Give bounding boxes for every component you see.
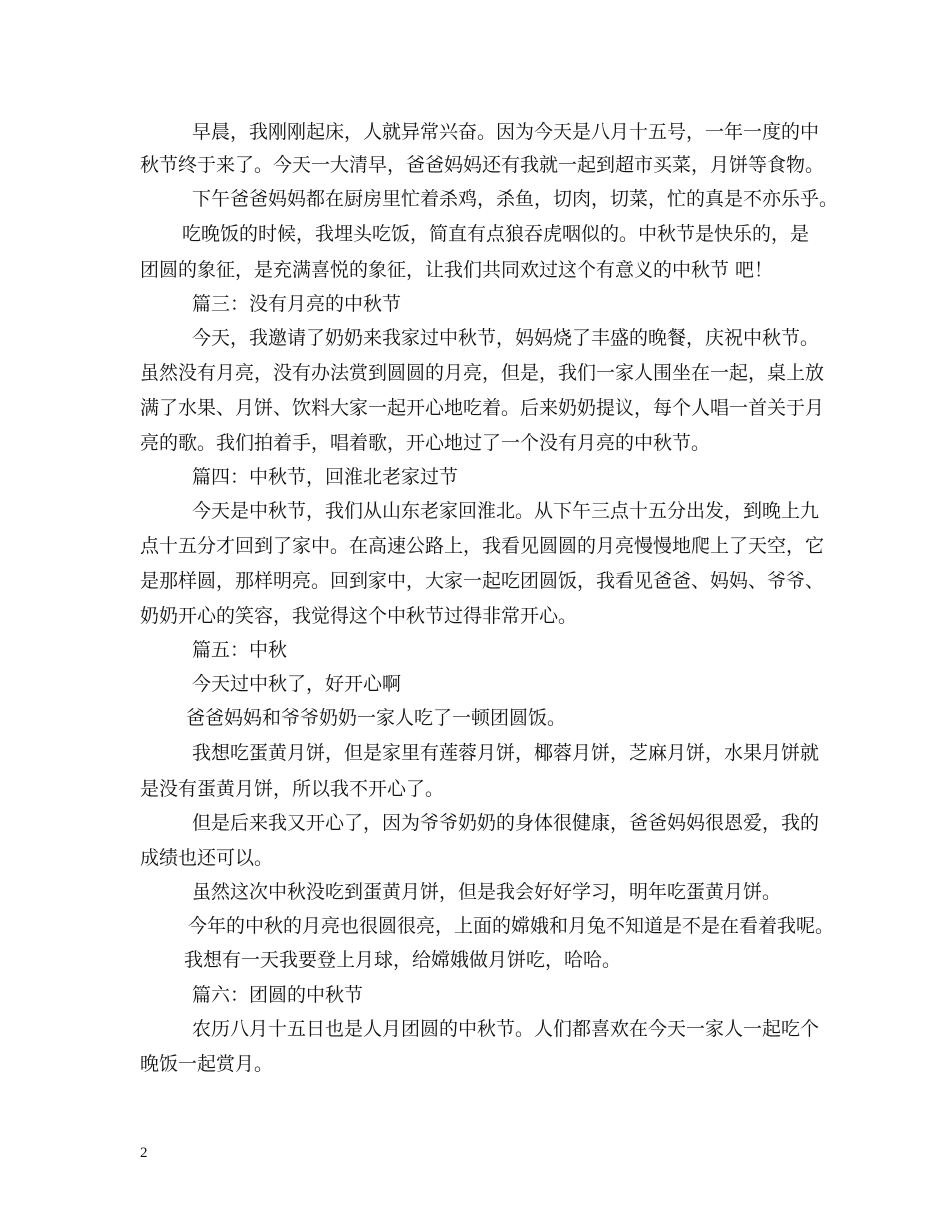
text-line: 早晨，我刚刚起床，人就异常兴奋。因为今天是八月十五号，一年一度的中 xyxy=(192,121,820,143)
text-line: 吃晚饭的时候，我埋头吃饭，简直有点狼吞虎咽似的。中秋节是快乐的，是 xyxy=(182,223,810,245)
text-line: 满了水果、月饼、饮料大家一起开心地吃着。后来奶奶提议，每个人唱一首关于月 xyxy=(140,397,825,419)
text-line: 我想有一天我要登上月球，给嫦娥做月饼吃，哈哈。 xyxy=(184,949,622,971)
section-heading: 篇三：没有月亮的中秋节 xyxy=(192,293,402,315)
text-line: 今天过中秋了，好开心啊 xyxy=(192,673,402,695)
text-line: 虽然没有月亮，没有办法赏到圆圆的月亮，但是，我们一家人围坐在一起，桌上放 xyxy=(140,362,825,384)
text-line: 团圆的象征，是充满喜悦的象征，让我们共同欢过这个有意义的中秋节 吧！ xyxy=(140,259,774,281)
text-line: 下午爸爸妈妈都在厨房里忙着杀鸡，杀鱼，切肉，切菜，忙的真是不亦乐乎。 xyxy=(192,188,839,210)
section-heading: 篇五：中秋 xyxy=(192,639,288,661)
section-heading: 篇四：中秋节，回淮北老家过节 xyxy=(192,466,459,488)
text-line: 是那样圆，那样明亮。回到家中，大家一起吃团圆饭，我看见爸爸、妈妈、爷爷、 xyxy=(140,570,825,592)
text-line: 点十五分才回到了家中。在高速公路上，我看见圆圆的月亮慢慢地爬上了天空，它 xyxy=(140,535,825,557)
text-line: 晚饭一起赏月。 xyxy=(140,1053,274,1075)
text-line: 但是后来我又开心了，因为爷爷奶奶的身体很健康，爸爸妈妈很恩爱，我的 xyxy=(192,812,820,834)
text-line: 虽然这次中秋没吃到蛋黄月饼，但是我会好好学习，明年吃蛋黄月饼。 xyxy=(192,881,782,903)
section-heading: 篇六：团圆的中秋节 xyxy=(192,984,364,1006)
text-line: 今天是中秋节，我们从山东老家回淮北。从下午三点十五分出发，到晚上九 xyxy=(192,500,820,522)
text-line: 今天，我邀请了奶奶来我家过中秋节，妈妈烧了丰盛的晚餐，庆祝中秋节。 xyxy=(192,327,820,349)
text-line: 农历八月十五日也是人月团圆的中秋节。人们都喜欢在今天一家人一起吃个 xyxy=(192,1018,820,1040)
text-line: 亮的歌。我们拍着手，唱着歌，开心地过了一个没有月亮的中秋节。 xyxy=(140,432,711,454)
text-line: 奶奶开心的笑容，我觉得这个中秋节过得非常开心。 xyxy=(140,605,578,627)
text-line: 秋节终于来了。今天一大清早，爸爸妈妈还有我就一起到超市买菜，月饼等食物。 xyxy=(140,154,825,176)
text-line: 今年的中秋的月亮也很圆很亮，上面的嫦娥和月兔不知道是不是在看着我呢。 xyxy=(188,915,835,937)
text-line: 成绩也还可以。 xyxy=(140,847,274,869)
text-line: 我想吃蛋黄月饼，但是家里有莲蓉月饼，椰蓉月饼，芝麻月饼，水果月饼就 xyxy=(192,742,820,764)
text-line: 爸爸妈妈和爷爷奶奶一家人吃了一顿团圆饭。 xyxy=(186,707,567,729)
text-line: 是没有蛋黄月饼，所以我不开心了。 xyxy=(140,778,445,800)
page-number: 2 xyxy=(140,1145,148,1161)
